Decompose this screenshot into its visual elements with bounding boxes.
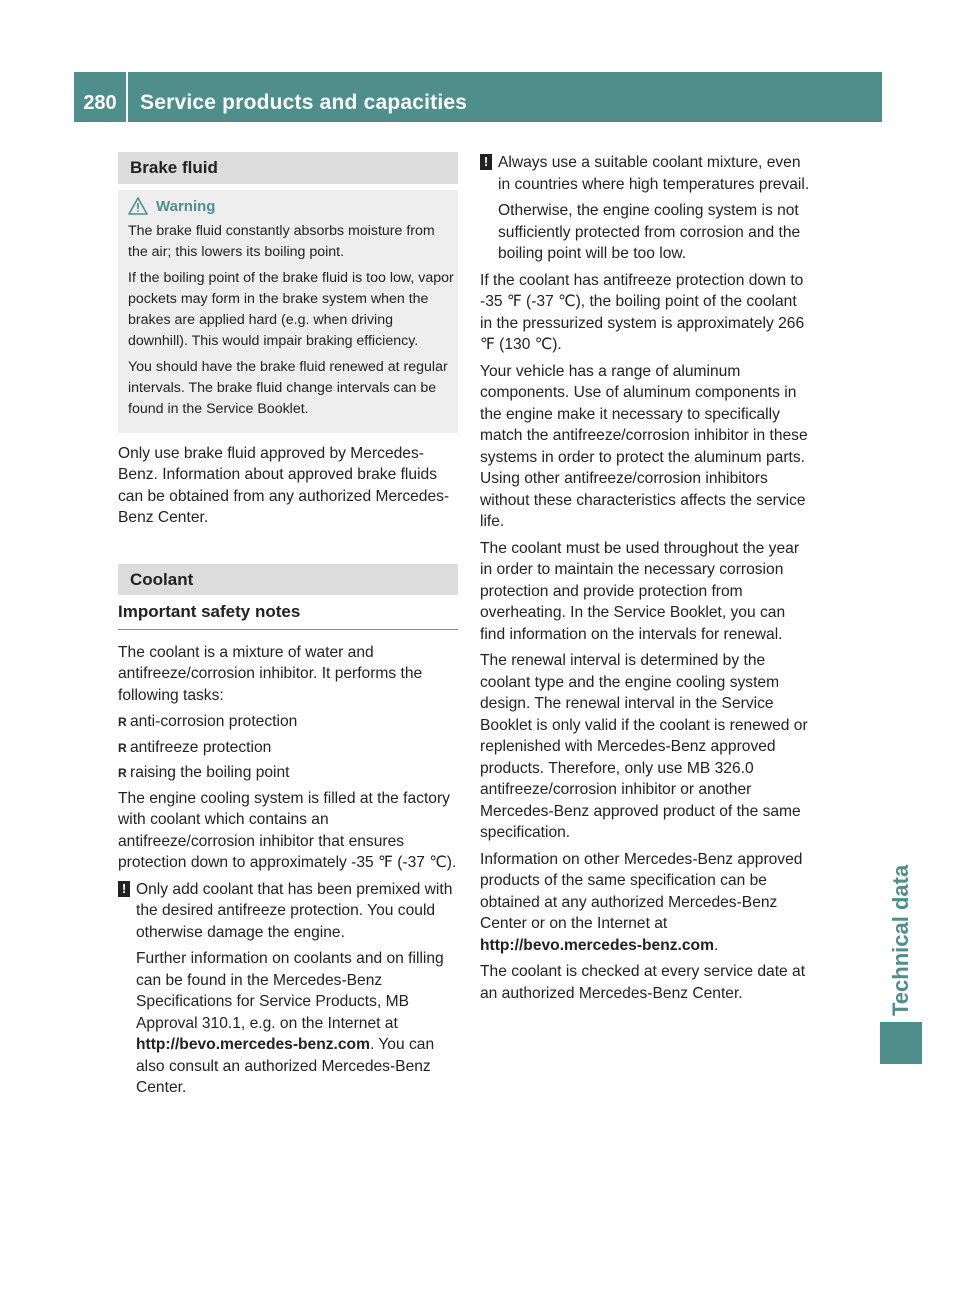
- paragraph: The engine cooling system is filled at the factory with coolant which contains an antifreeze/corrosion inhibitor that ensures protection down to approximately -35 ℉ (-37 ℃).: [118, 789, 457, 871]
- page-title: Service products and capacities: [140, 91, 468, 114]
- paragraph: [480, 849, 813, 957]
- subheading-safety-notes: Important safety notes: [118, 601, 458, 630]
- list-item: R antifreeze protection: [118, 737, 458, 759]
- url-link[interactable]: http://bevo.mercedes-benz.com: [136, 1036, 370, 1053]
- warning-text: If the boiling point of the brake fluid is too low, vapor pockets may form in the brake system when the brakes are applied hard (e.g. when driving downhill). This would impair braking efficiency.: [128, 269, 454, 349]
- warning-triangle-icon: [128, 197, 148, 215]
- list-item: R anti-corrosion protection: [118, 711, 458, 733]
- header-divider: [126, 72, 128, 122]
- url-link[interactable]: http://bevo.mercedes-benz.com: [480, 936, 714, 954]
- warning-text: You should have the brake fluid renewed at regular intervals. The brake fluid change intervals can be found in the Service Booklet.: [128, 358, 448, 417]
- exclamation-icon: !: [118, 881, 130, 897]
- warning-box: [118, 190, 458, 433]
- paragraph: Your vehicle has a range of aluminum components. Use of aluminum components in the engine make it necessary to specifically match the antifreeze/corrosion inhibitor in these systems in order to protect the aluminum parts. Using other antifreeze/corrosion inhibitors without these characteristics affects the service life.: [480, 362, 808, 530]
- warning-header: [128, 196, 454, 217]
- paragraph: The coolant is checked at every service date at an authorized Mercedes-Benz Center.: [480, 963, 806, 1002]
- note-subtext: Otherwise, the engine cooling system is not sufficiently protected from corrosion and the boiling point will be too low.: [498, 202, 801, 262]
- section-title-brake-fluid: Brake fluid: [118, 152, 458, 184]
- paragraph: Only use brake fluid approved by Mercedes-Benz. Information about approved brake fluids can be obtained from any authorized Mercedes-Benz Center.: [118, 444, 450, 526]
- note-subtext-b: . You can also consult an authorized Mercedes-Benz Center.: [136, 1036, 435, 1096]
- paragraph: The coolant is a mixture of water and antifreeze/corrosion inhibitor. It performs the following tasks:: [118, 643, 423, 704]
- right-column: [480, 152, 813, 1009]
- side-tab-label: Technical data: [888, 864, 913, 1016]
- note: [118, 879, 458, 944]
- warning-text: The brake fluid constantly absorbs moisture from the air; this lowers its boiling point.: [128, 222, 435, 260]
- side-tab-marker: [880, 1022, 922, 1064]
- paragraph-text: .: [713, 936, 719, 954]
- paragraph: The renewal interval is determined by the coolant type and the engine cooling system design. The renewal interval in the Service Booklet is only valid if the coolant is renewed or replenished with Mercedes-Benz approved products. Therefore, only use MB 326.0 antifreeze/corrosion inhibitor or another Mercedes-Benz approved product of the same specification.: [480, 652, 808, 841]
- paragraph: If the coolant has antifreeze protection down to -35 ℉ (-37 ℃), the boiling point of the coolant in the pressurized system is approximately 266 ℉ (130 ℃).: [480, 271, 805, 353]
- page-number: 280: [83, 92, 117, 114]
- warning-label: Warning: [156, 197, 216, 215]
- note-text: Always use a suitable coolant mixture, even in countries where high temperatures prevail.: [498, 154, 810, 193]
- note-text: Only add coolant that has been premixed with the desired antifreeze protection. You could otherwise damage the engine.: [136, 880, 453, 941]
- note: [480, 152, 813, 195]
- paragraph: The coolant must be used throughout the year in order to maintain the necessary corrosion protection and provide protection from overheating. In the Service Booklet, you can find information on the intervals for renewal.: [480, 539, 800, 643]
- exclamation-icon: !: [480, 154, 492, 170]
- left-column: [118, 152, 458, 1104]
- paragraph-text: Information on other Mercedes-Benz approved products of the same specification can be obtained at any authorized Mercedes-Benz Center or on the Internet at: [480, 850, 803, 932]
- section-title-coolant: Coolant: [118, 564, 458, 596]
- list-item: R raising the boiling point: [118, 762, 458, 784]
- note-subtext: [118, 948, 458, 1099]
- note-subtext-a: Further information on coolants and on filling can be found in the Mercedes-Benz Specifications for Service Products, MB Approval 310.1, e.g. on the Internet at: [136, 950, 444, 1032]
